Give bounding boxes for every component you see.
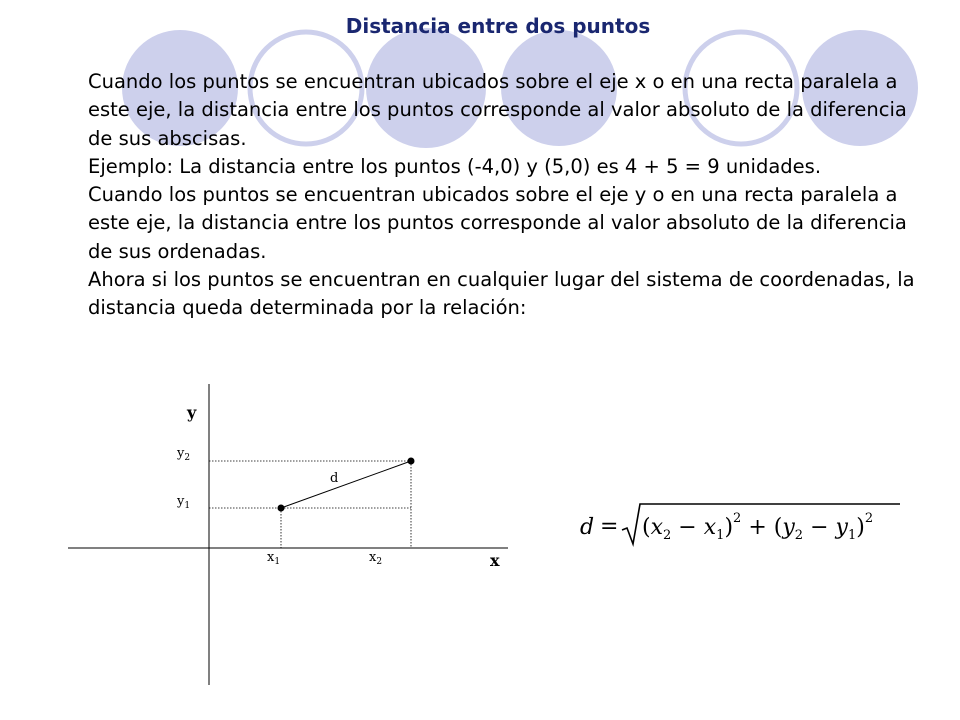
axis-y-label: y xyxy=(187,403,197,422)
x2-label: $x_2$ xyxy=(369,550,383,567)
formula-lhs: d xyxy=(580,515,595,540)
formula-radicand: $(x_2 - x_1)^2 + (y_2 - y_1)^2$ xyxy=(642,511,874,543)
y2-label: $y_2$ xyxy=(177,446,191,463)
axis-x-label: x xyxy=(490,551,500,570)
paragraph-y-axis: Cuando los puntos se encuentran ubicados sobre el eje y o en una recta paralela a este eje, la distancia entre los puntos corresponde al valor absoluto de la diferencia de sus ordenadas. xyxy=(88,183,907,263)
x1-label: $x_1$ xyxy=(267,550,281,567)
distance-segment xyxy=(281,461,411,508)
paragraph-example: Ejemplo: La distancia entre los puntos (-4,0) y (5,0) es 4 + 5 = 9 unidades. xyxy=(88,154,822,178)
paragraph-general: Ahora si los puntos se encuentran en cualquier lugar del sistema de coordenadas, la distancia queda determinada por la relación: xyxy=(88,268,915,320)
point-2 xyxy=(408,458,415,465)
distance-diagram xyxy=(60,380,520,690)
paragraph-x-axis: Cuando los puntos se encuentran ubicados sobre el eje x o en una recta paralela a este eje, la distancia entre los puntos corresponde al valor absoluto de la diferencia de sus abscisas. xyxy=(88,70,907,150)
distance-formula xyxy=(578,500,903,550)
distance-label: d xyxy=(330,471,339,486)
slide-title: Distancia entre dos puntos xyxy=(345,14,651,38)
body-text xyxy=(88,68,923,323)
y1-label: $y_1$ xyxy=(177,494,191,511)
point-1 xyxy=(278,505,285,512)
formula-equals: = xyxy=(600,514,619,539)
